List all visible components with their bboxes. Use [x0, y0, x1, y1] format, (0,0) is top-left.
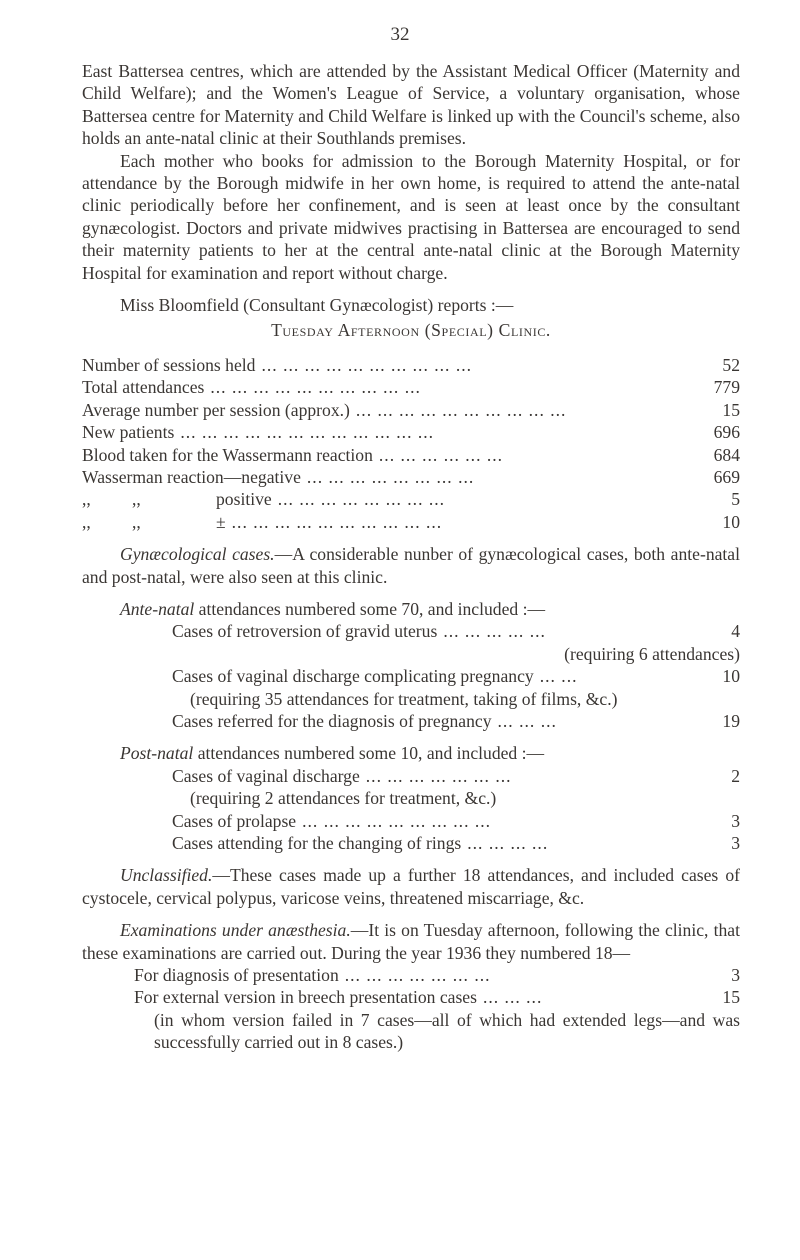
stat-value: 10: [682, 511, 740, 533]
list-item: For external version in breech presentation cases ... ... ... 15: [134, 987, 740, 1008]
list-note: (requiring 6 attendances): [564, 643, 740, 664]
examinations-paragraph: Examinations under anæsthesia.—It is on Tuesday afternoon, following the clinic, that these examinations are carried out. During the year 1936 they numbered 18—: [82, 920, 741, 963]
stat-row: ,, ,, positive ... ... ... ... ... ... ... ... 5: [82, 489, 740, 510]
clinic-heading: Tuesday Afternoon (Special) Clinic.: [271, 320, 551, 341]
stat-value: 52: [682, 354, 740, 376]
stat-row: New patients ... ... ... ... ... ... ... ... ... ... ... ... 696: [82, 422, 740, 443]
stat-row: Average number per session (approx.) ... ... ... ... ... ... ... ... ... ... 15: [82, 399, 740, 420]
list-item: Cases of retroversion of gravid uterus ... ... ... ... ... 4: [172, 621, 740, 642]
examinations-list: [82, 964, 740, 1009]
list-item: Cases referred for the diagnosis of pregnancy ... ... ... 19: [172, 710, 740, 731]
list-note: (requiring 35 attendances for treatment, taking of films, &c.): [190, 688, 618, 709]
stat-value: 5: [682, 488, 740, 510]
gynae-paragraph: Gynæcological cases.—A considerable nunber of gynæcological cases, both ante-natal and post-natal, were also seen at this clinic.: [82, 544, 741, 587]
stat-value: 779: [682, 376, 740, 398]
list-item: Cases of prolapse ... ... ... ... ... ... ... ... ... 3: [172, 810, 740, 831]
ante-natal-paragraph: Ante-natal attendances numbered some 70, and included :—: [120, 598, 546, 619]
list-item: Cases of vaginal discharge ... ... ... ... ... ... ... 2: [172, 765, 740, 786]
list-note: (requiring 2 attendances for treatment, &c.): [190, 788, 497, 809]
paragraph-booking: Each mother who books for admission to the Borough Maternity Hospital, or for attendance by the Borough midwife in her own home, is required to attend the ante-natal clinic periodically before her confinement, and is seen at least once by the consultant gynæcologist. Doctors and private midwives practising in Battersea are encouraged to send their maternity patients to her at the central ante-natal clinic at the Borough Maternity Hospital for examination and report without charge.: [82, 150, 740, 283]
report-intro: Miss Bloomfield (Consultant Gynæcologist) reports :—: [120, 295, 514, 316]
stat-value: 15: [682, 399, 740, 421]
stat-row: Number of sessions held ... ... ... ... ... ... ... ... ... ... 52: [82, 354, 740, 375]
ante-natal-list: [82, 620, 740, 642]
stat-value: 696: [682, 421, 740, 443]
paragraph-continuation: East Battersea centres, which are attended by the Assistant Medical Officer (Maternity and Child Welfare); and the Women's League of Service, a voluntary organisation, whose Battersea centre for Maternity and Child Welfare is linked up with the Council's scheme, also holds an ante-natal clinic at their Southlands premises.: [82, 61, 740, 149]
clinic-stats: [82, 354, 740, 533]
stat-row: Blood taken for the Wassermann reaction ... ... ... ... ... ... 684: [82, 444, 740, 465]
stat-value: 669: [682, 466, 740, 488]
list-item: Cases of vaginal discharge complicating pregnancy ... ... 10: [172, 666, 740, 687]
post-natal-list: [82, 765, 740, 787]
page-body: [82, 60, 740, 1054]
list-item: For diagnosis of presentation ... ... ... ... ... ... ... 3: [134, 965, 740, 986]
stat-row: ,, ,, ± ... ... ... ... ... ... ... ... ... ... 10: [82, 511, 740, 532]
stat-row: Total attendances ... ... ... ... ... ... ... ... ... ... 779: [82, 377, 740, 398]
page-number: 32: [390, 24, 410, 45]
examinations-note: (in whom version failed in 7 cases—all of which had extended legs—and was successfully carried out in 8 cases.): [154, 1009, 740, 1053]
list-item: Cases attending for the changing of rings ... ... ... ... 3: [172, 833, 740, 853]
unclassified-paragraph: Unclassified.—These cases made up a further 18 attendances, and included cases of cystocele, cervical polypus, varicose veins, threatened miscarriage, &c.: [82, 865, 740, 908]
stat-value: 684: [682, 444, 740, 466]
post-natal-paragraph: Post-natal attendances numbered some 10, and included :—: [120, 743, 545, 764]
stat-row: Wasserman reaction—negative ... ... ... ... ... ... ... ... 669: [82, 466, 740, 487]
